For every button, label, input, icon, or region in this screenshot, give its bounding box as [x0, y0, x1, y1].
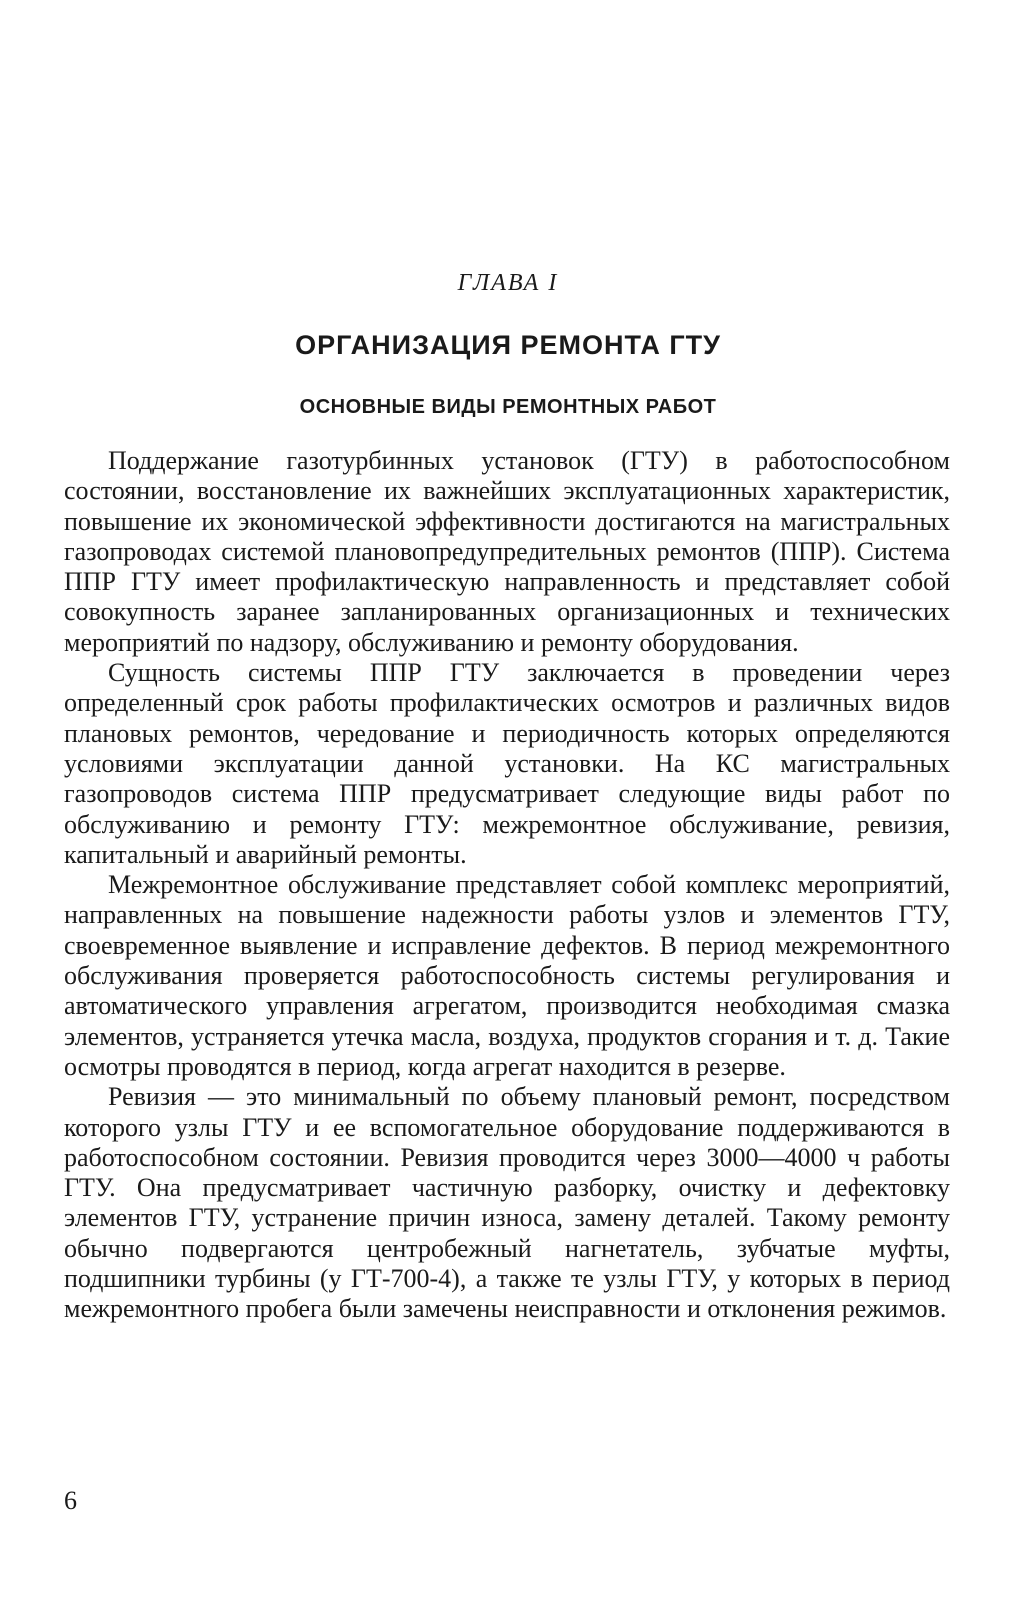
chapter-title: ОРГАНИЗАЦИЯ РЕМОНТА ГТУ	[295, 330, 721, 360]
page-number: 6	[64, 1486, 77, 1515]
paragraph: Межремонтное обслуживание представляет собой комплекс мероприятий, направленных на повышение надежности работы узлов и элементов ГТУ, своевременное выявление и исправление дефектов. В период межремонтного обслуживания проверяется работоспособность системы регулирования и автоматического управления агрегатом, производится необходимая смазка элементов, устраняется утечка масла, воздуха, продуктов сгорания и т. д. Такие осмотры проводятся в период, когда агрегат находится в резерве.	[64, 870, 950, 1081]
section-title: ОСНОВНЫЕ ВИДЫ РЕМОНТНЫХ РАБОТ	[299, 396, 717, 418]
paragraph: Поддержание газотурбинных установок (ГТУ) в работоспособном состоянии, восстановление их важнейших эксплуатационных характеристик, повышение их экономической эффективности достигаются на магистральных газопроводах системой плановопредупредительных ремонтов (ППР). Система ППР ГТУ имеет профилактическую направленность и представляет собой совокупность заранее запланированных организационных и технических мероприятий по надзору, обслуживанию и ремонту оборудования.	[64, 446, 950, 657]
paragraph: Сущность системы ППР ГТУ заключается в проведении через определенный срок работы профилактических осмотров и различных видов плановых ремонтов, чередование и периодичность которых определяются условиями эксплуатации данной установки. На КС магистральных газопроводов система ППР предусматривает следующие виды работ по обслуживанию и ремонту ГТУ: межремонтное обслуживание, ревизия, капитальный и аварийный ремонты.	[64, 658, 950, 869]
paragraph: Ревизия — это минимальный по объему плановый ремонт, посредством которого узлы ГТУ и ее вспомогательное оборудование поддерживаются в работоспособном состоянии. Ревизия проводится через 3000—4000 ч работы ГТУ. Она предусматривает частичную разборку, очистку и дефектовку элементов ГТУ, устранение причин износа, замену деталей. Такому ремонту обычно подвергаются центробежный нагнетатель, зубчатые муфты, подшипники турбины (у ГТ-700-4), а также те узлы ГТУ, у которых в период межремонтного пробега были замечены неисправности и отклонения режимов.	[64, 1082, 950, 1324]
body-text	[64, 446, 950, 1325]
chapter-label: ГЛАВА I	[457, 270, 559, 296]
